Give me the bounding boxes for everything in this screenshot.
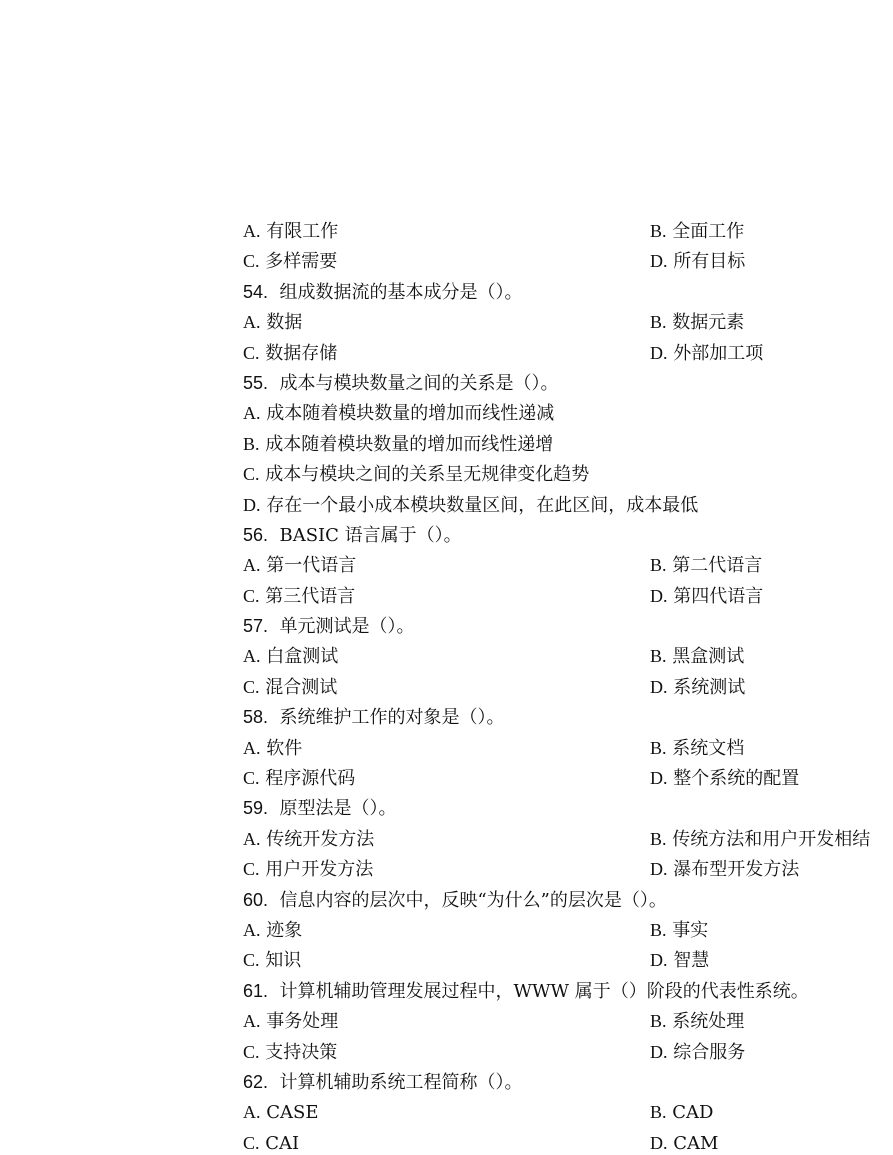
option-right [650, 763, 799, 794]
option-right [650, 945, 709, 976]
question-line [243, 611, 893, 641]
option-row [243, 824, 893, 854]
option-letter: A. [243, 555, 261, 576]
option-row [243, 1097, 893, 1127]
option-text: 支持决策 [265, 1041, 338, 1063]
option-right [650, 1006, 744, 1037]
question-number: 56. [243, 524, 269, 545]
option-left [243, 854, 373, 885]
option-letter: C. [243, 1132, 260, 1153]
option-right [650, 216, 744, 247]
question-line [243, 1067, 893, 1097]
option-letter: A. [243, 403, 261, 424]
option-left [243, 550, 356, 581]
option-right [650, 915, 708, 946]
option-text: 系统处理 [672, 1011, 745, 1033]
option-text: CAM [673, 1132, 719, 1154]
option-right [650, 641, 744, 672]
question-text: 组成数据流的基本成分是（）。 [279, 281, 523, 303]
option-letter: D. [650, 859, 668, 880]
question-line [243, 793, 893, 823]
question-number: 58. [243, 707, 269, 728]
option-letter: A. [243, 1011, 261, 1032]
option-letter: B. [650, 828, 667, 849]
option-left [243, 1037, 337, 1068]
option-left [243, 246, 337, 277]
option-text: 用户开发方法 [265, 859, 374, 881]
option-row [243, 945, 893, 975]
option-letter: C. [243, 464, 260, 485]
option-text: 成本随着模块数量的增加而线性递减 [266, 403, 555, 425]
option-letter: C. [243, 676, 260, 697]
option-left [243, 338, 337, 369]
option-letter: C. [243, 251, 260, 272]
option-text: 成本随着模块数量的增加而线性递增 [265, 433, 554, 455]
option-letter: C. [243, 859, 260, 880]
option-left [243, 1097, 318, 1128]
option-text: 综合服务 [673, 1041, 746, 1063]
option-letter: C. [243, 1041, 260, 1062]
option-row [243, 641, 893, 671]
option-left [243, 733, 302, 764]
option-row [243, 307, 893, 337]
option-right [650, 672, 745, 703]
option-text: 系统文档 [672, 737, 745, 759]
option-left [243, 945, 301, 976]
option-letter: D. [650, 585, 668, 606]
option-text: 数据存储 [265, 342, 338, 364]
option-right [650, 338, 763, 369]
option-letter: A. [243, 312, 261, 333]
option-row [243, 581, 893, 611]
option-right [650, 824, 870, 855]
question-line [243, 702, 893, 732]
option-line [243, 459, 893, 489]
option-text: 有限工作 [266, 221, 339, 242]
option-letter: B. [650, 312, 667, 333]
question-list [243, 216, 893, 1155]
option-letter: C. [243, 585, 260, 606]
option-right [650, 854, 799, 885]
option-letter: A. [243, 1102, 261, 1123]
option-row [243, 915, 893, 945]
option-letter: B. [650, 1102, 667, 1123]
option-letter: B. [650, 919, 667, 940]
option-row [243, 216, 893, 246]
option-text: 迹象 [266, 919, 303, 941]
question-text: 系统维护工作的对象是（）。 [279, 707, 505, 729]
option-letter: A. [243, 221, 261, 241]
option-letter: B. [650, 221, 667, 241]
question-text: 计算机辅助系统工程简称（）。 [279, 1071, 523, 1093]
option-line [243, 490, 893, 520]
option-text: 事实 [672, 919, 709, 941]
option-left [243, 1006, 338, 1037]
option-letter: A. [243, 646, 261, 667]
option-letter: D. [650, 676, 668, 697]
option-text: 混合测试 [265, 676, 338, 698]
question-line [243, 368, 893, 398]
option-letter: A. [243, 828, 261, 849]
option-letter: D. [650, 950, 668, 971]
option-letter: C. [243, 950, 260, 971]
option-row [243, 550, 893, 580]
option-text: 外部加工项 [673, 342, 764, 364]
option-text: 数据 [266, 312, 303, 334]
option-letter: B. [650, 555, 667, 576]
option-left [243, 216, 338, 247]
option-text: 第一代语言 [266, 555, 357, 577]
option-letter: D. [650, 1132, 668, 1153]
option-text: CAD [672, 1102, 714, 1124]
question-line [243, 520, 893, 550]
option-letter: B. [650, 1011, 667, 1032]
option-left [243, 915, 302, 946]
option-text: 所有目标 [673, 251, 746, 273]
option-text: 全面工作 [672, 221, 745, 242]
option-text: 成本与模块之间的关系呈无规律变化趋势 [265, 464, 590, 486]
option-letter: B. [650, 737, 667, 758]
question-text: 计算机辅助管理发展过程中，WWW 属于（）阶段的代表性系统。 [279, 980, 809, 1002]
option-right [650, 1037, 745, 1068]
option-row [243, 672, 893, 702]
question-line [243, 277, 893, 307]
question-text: BASIC 语言属于（）。 [279, 524, 462, 546]
option-right [650, 550, 762, 581]
question-number: 55. [243, 372, 269, 393]
option-row [243, 763, 893, 793]
option-letter: D. [650, 251, 668, 272]
option-left [243, 1128, 299, 1155]
option-text: 黑盒测试 [672, 646, 745, 668]
option-right [650, 733, 744, 764]
option-letter: A. [243, 919, 261, 940]
option-text: 事务处理 [266, 1011, 339, 1033]
question-number: 57. [243, 616, 269, 637]
option-text: 多样需要 [265, 251, 338, 273]
option-left [243, 763, 355, 794]
option-left [243, 581, 355, 612]
option-right [650, 307, 744, 338]
option-text: CASE [266, 1102, 319, 1124]
option-text: 智慧 [673, 950, 710, 972]
option-row [243, 733, 893, 763]
option-letter: D. [650, 768, 668, 789]
option-right [650, 1128, 718, 1155]
option-row [243, 1006, 893, 1036]
question-number: 62. [243, 1071, 269, 1092]
option-line [243, 398, 893, 428]
option-text: 传统方法和用户开发相结 [672, 828, 871, 850]
option-text: 第四代语言 [673, 585, 764, 607]
option-text: 程序源代码 [265, 768, 356, 790]
option-text: 白盒测试 [266, 646, 339, 668]
option-left [243, 672, 337, 703]
option-row [243, 1037, 893, 1067]
option-row [243, 854, 893, 884]
question-line [243, 976, 893, 1006]
option-letter: C. [243, 768, 260, 789]
option-text: 第三代语言 [265, 585, 356, 607]
question-number: 59. [243, 798, 269, 819]
option-letter: D. [650, 342, 668, 363]
option-left [243, 307, 302, 338]
question-text: 原型法是（）。 [279, 798, 397, 820]
question-number: 60. [243, 889, 269, 910]
option-right [650, 246, 745, 277]
option-left [243, 824, 374, 855]
option-letter: D. [243, 494, 261, 515]
option-letter: D. [650, 1041, 668, 1062]
option-letter: A. [243, 737, 261, 758]
option-row [243, 1128, 893, 1155]
question-text: 单元测试是（）。 [279, 616, 415, 638]
option-text: 第二代语言 [672, 555, 763, 577]
option-text: 系统测试 [673, 676, 746, 698]
option-text: 数据元素 [672, 312, 745, 334]
question-text: 信息内容的层次中，反映“为什么”的层次是（）。 [279, 889, 667, 911]
option-letter: B. [650, 646, 667, 667]
question-line [243, 885, 893, 915]
option-right [650, 1097, 713, 1128]
option-text: CAI [265, 1132, 300, 1154]
option-letter: C. [243, 342, 260, 363]
option-text: 传统开发方法 [266, 828, 375, 850]
option-line [243, 429, 893, 459]
option-text: 存在一个最小成本模块数量区间，在此区间，成本最低 [266, 494, 699, 516]
option-right [650, 581, 763, 612]
question-number: 61. [243, 980, 269, 1001]
question-text: 成本与模块数量之间的关系是（）。 [279, 372, 559, 394]
option-text: 软件 [266, 737, 303, 759]
option-text: 知识 [265, 950, 302, 972]
question-number: 54. [243, 281, 269, 302]
option-text: 整个系统的配置 [673, 768, 800, 790]
option-text: 瀑布型开发方法 [673, 859, 800, 881]
option-left [243, 641, 338, 672]
option-letter: B. [243, 433, 260, 454]
option-row [243, 246, 893, 276]
option-row [243, 338, 893, 368]
